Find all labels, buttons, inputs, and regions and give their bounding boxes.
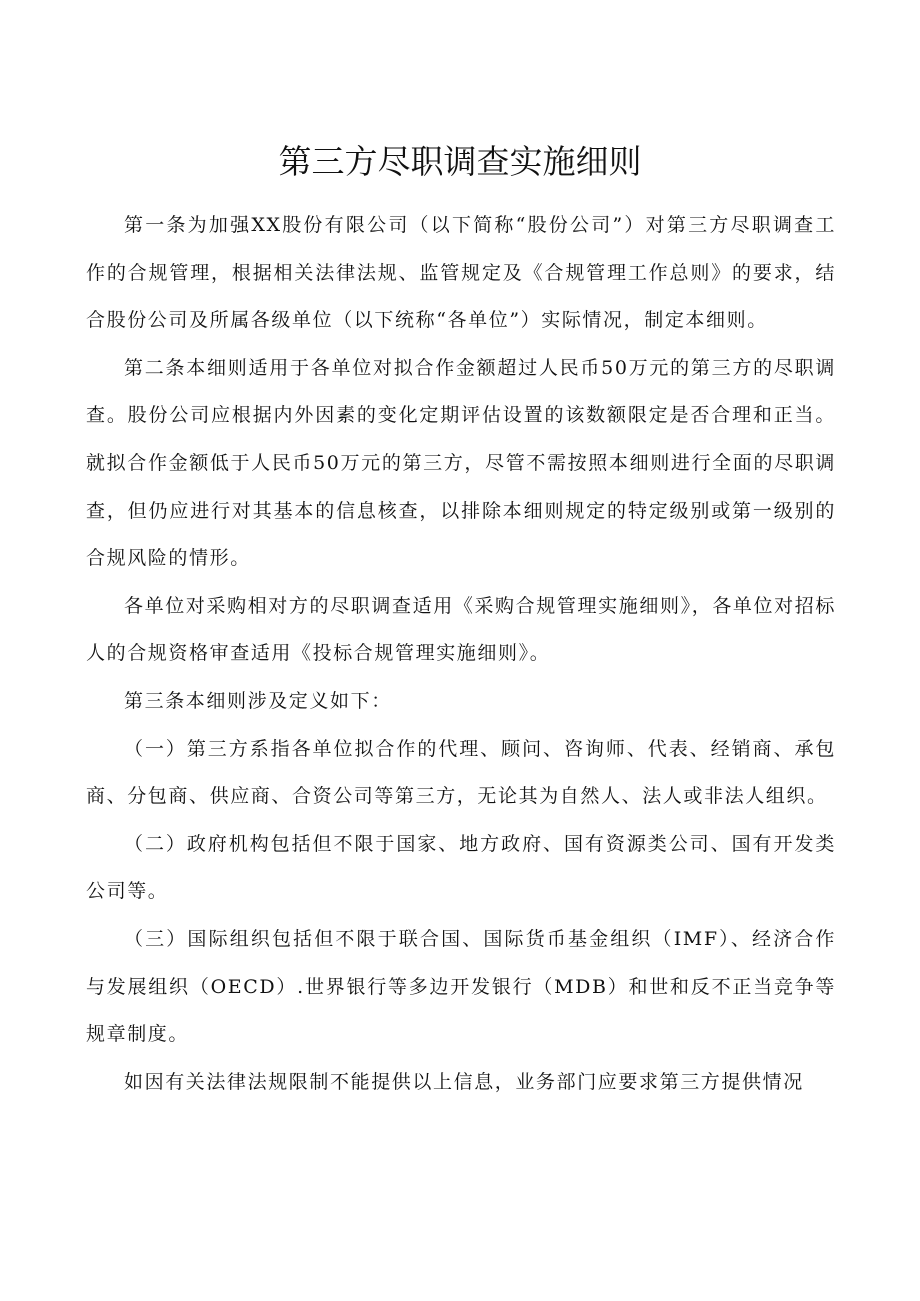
document-title: 第三方尽职调查实施细则	[278, 142, 642, 181]
paragraph-definition-1: （一）第三方系指各单位拟合作的代理、顾问、咨询师、代表、经销商、承包商、分包商、供应商、合资公司等第三方，无论其为自然人、法人或非法人组织。	[86, 737, 836, 808]
paragraph-article-2: 第二条本细则适用于各单位对拟合作金额超过人民币50万元的第三方的尽职调查。股份公司应根据内外因素的变化定期评估设置的该数额限定是否合理和正当。就拟合作金额低于人民币50万元的第三方，尽管不需按照本细则进行全面的尽职调查，但仍应进行对其基本的信息核查，以排除本细则规定的特定级别或第一级别的合规风险的情形。	[86, 356, 836, 570]
paragraph-definition-2: （二）政府机构包括但不限于国家、地方政府、国有资源类公司、国有开发类公司等。	[86, 832, 836, 903]
paragraph-definition-3: （三）国际组织包括但不限于联合国、国际货币基金组织（IMF）、经济合作与发展组织（OECD）.世界银行等多边开发银行（MDB）和世和反不正当竞争等规章制度。	[86, 927, 836, 1046]
paragraph-article-1: 第一条为加强XX股份有限公司（以下简称“股份公司”）对第三方尽职调查工作的合规管理，根据相关法律法规、监管规定及《合规管理工作总则》的要求，结合股份公司及所属各级单位（以下统称“各单位”）实际情况，制定本细则。	[86, 214, 836, 332]
paragraph-article-3: 第三条本细则涉及定义如下：	[124, 689, 392, 712]
paragraph-information-note: 如因有关法律法规限制不能提供以上信息，业务部门应要求第三方提供情况	[124, 1070, 804, 1093]
paragraph-procurement-note: 各单位对采购相对方的尽职调查适用《采购合规管理实施细则》，各单位对招标人的合规资格审查适用《投标合规管理实施细则》。	[86, 594, 836, 665]
document-body	[86, 202, 836, 1106]
